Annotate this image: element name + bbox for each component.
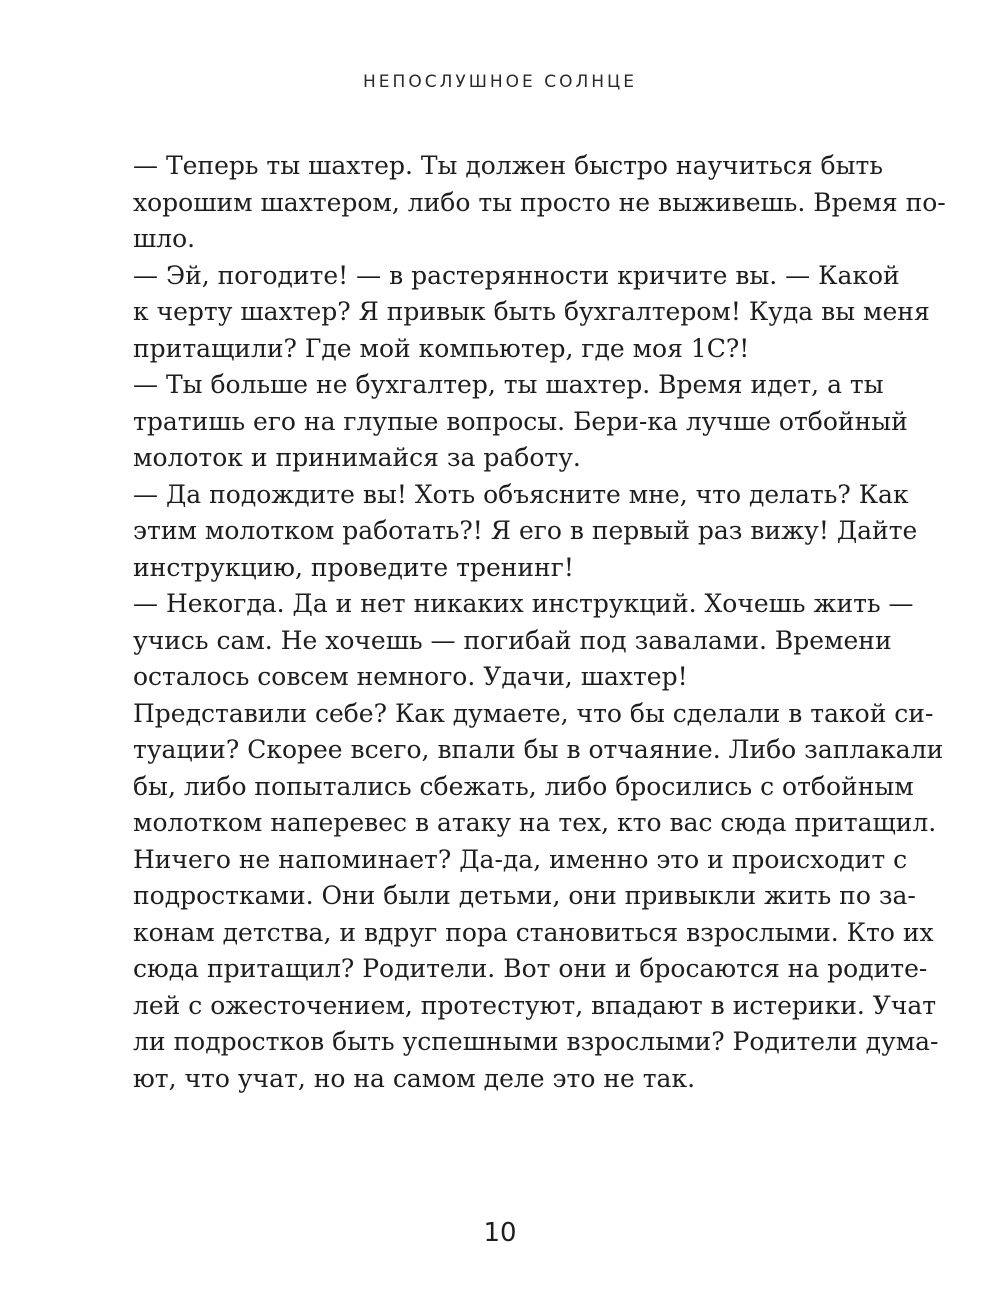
text-line: — Эй, погодите! — в растерянности кричите вы. — Какой xyxy=(133,260,900,290)
text-line: к черту шахтер? Я привык быть бухгалтером! Куда вы меня xyxy=(133,297,930,326)
paragraph xyxy=(95,696,944,842)
text-line: бы, либо попытались сбежать, либо бросились с отбойным xyxy=(133,771,914,801)
paragraph xyxy=(95,258,930,368)
text-line: Представили себе? Как думаете, что бы сделали в такой си- xyxy=(133,698,934,728)
text-line: — Ты больше не бухгалтер, ты шахтер. Время идет, а ты xyxy=(133,370,884,399)
text-line: хорошим шахтером, либо ты просто не выживешь. Время по- xyxy=(133,187,946,217)
text-line: молоток и принимайся за работу. xyxy=(133,443,581,472)
paragraph xyxy=(95,367,915,477)
paragraph xyxy=(95,586,915,696)
text-line: тратишь его на глупые вопросы. Бери-ка лучше отбойный xyxy=(133,406,908,436)
text-line: — Теперь ты шахтер. Ты должен быстро научиться быть xyxy=(133,151,883,180)
text-line: ют, что учат, но на самом деле это не так. xyxy=(133,1063,696,1093)
text-line: ли подростков быть успешными взрослыми? Родители дума- xyxy=(133,1027,939,1056)
text-line: шло. xyxy=(133,224,196,253)
text-line: молотком наперевес в атаку на тех, кто вас сюда притащил. xyxy=(133,808,937,837)
paragraph xyxy=(95,148,946,258)
body-text xyxy=(95,148,946,1097)
text-line: сюда притащил? Родители. Вот они и бросаются на родите- xyxy=(133,954,928,983)
text-line: этим молотком работать?! Я его в первый раз вижу! Дайте xyxy=(133,516,918,545)
text-line: учись сам. Не хочешь — погибай под завалами. Времени xyxy=(133,625,892,655)
text-line: инструкцию, проведите тренинг! xyxy=(133,552,574,582)
running-title: НЕПОСЛУШНОЕ СОЛНЦЕ xyxy=(363,72,637,92)
paragraph xyxy=(95,477,918,587)
text-line: — Да подождите вы! Хоть объясните мне, что делать? Как xyxy=(133,479,909,509)
text-line: подростками. Они были детьми, они привыкли жить по за- xyxy=(133,881,916,910)
paragraph xyxy=(95,842,939,1098)
text-line: туации? Скорее всего, впали бы в отчаяние. Либо заплакали xyxy=(133,735,944,764)
text-line: притащили? Где мой компьютер, где моя 1С?! xyxy=(133,333,750,363)
text-line: конам детства, и вдруг пора становиться взрослыми. Кто их xyxy=(133,917,934,947)
text-line: лей с ожесточением, протестуют, впадают в истерики. Учат xyxy=(133,990,937,1020)
page-number: 10 xyxy=(483,1218,517,1248)
text-line: Ничего не напоминает? Да-да, именно это и происходит с xyxy=(133,844,908,874)
text-line: — Некогда. Да и нет никаких инструкций. Хочешь жить — xyxy=(133,589,914,618)
text-line: осталось совсем немного. Удачи, шахтер! xyxy=(133,662,688,691)
